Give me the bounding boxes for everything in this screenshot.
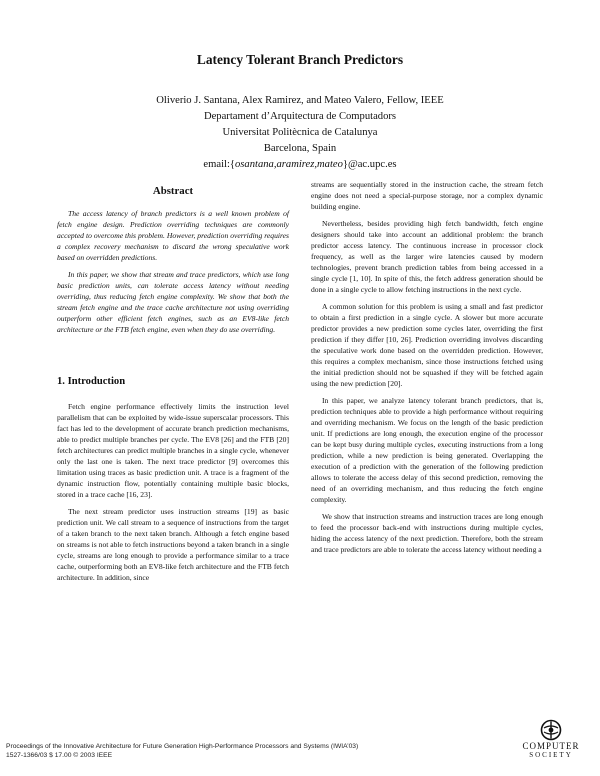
body-paragraph: In this paper, we analyze latency tolerant branch predictors, that is, prediction techniques able to provide a high performance without requiring and overriding mechanism. We focus on the length of the basic prediction unit. If predictions are long enough, the execution engine of the processor can be kept busy during multiple cycles, executing instructions from a long prediction, while a new prediction is being generated. Overlapping the execution of a prediction with the generation of the following prediction allows to tolerate the access delay of this second prediction, removing the need of an overriding mechanism, and thus reducing the fetch engine complexity. — [311, 396, 543, 504]
author-block — [0, 93, 600, 173]
abstract-paragraph: The access latency of branch predictors is a well known problem of fetch engine design. Prediction overriding techniques are commonly accepted to overcome this problem. However, prediction overriding requires a complex recovery mechanism to discard the wrong speculative work based on overridden predictions. — [57, 209, 289, 262]
left-column — [57, 180, 289, 583]
author-names: Oliverio J. Santana, Alex Ramirez, and Mateo Valero, Fellow, IEEE — [156, 95, 444, 106]
ieee-computer-society-logo-icon — [540, 719, 562, 741]
author-city: Barcelona, Spain — [263, 143, 337, 155]
author-university: Universitat Politècnica de Catalunya — [222, 127, 378, 139]
footer-copyright: 1527-1366/03 $ 17.00 © 2003 IEEE — [6, 752, 113, 759]
email-prefix: email:{ — [203, 159, 235, 171]
logo-line-society: SOCIETY — [529, 751, 573, 759]
author-email — [0, 157, 600, 173]
body-paragraph: streams are sequentially stored in the instruction cache, the stream fetch engine does not need a special-purpose storage, nor a complex dynamic building engine. — [311, 180, 543, 211]
body-paragraph: Nevertheless, besides providing high fetch bandwidth, fetch engine designers should take into account an additional problem: the branch predictor access latency. The continuous increase in processor clock frequency, as well as the larger wire latencies caused by modern technologies, prevent branch prediction tables from being accessed in a single cycle [1, 10]. In spite of this, the fetch address generation should be done in a single cycle to allow fetching instructions in the next cycle. — [311, 219, 543, 294]
body-paragraph: A common solution for this problem is using a small and fast predictor to obtain a first prediction in a single cycle. A slower but more accurate predictor provides a new prediction some cycles later, overriding the first prediction if they differ [10, 26]. Prediction overriding involves discarding the speculative work done based on the overridden prediction. However, this requires a complex mechanism, since those instructions fetched using the initial prediction should not be squashed if they will be fetched again using the new prediction [20]. — [311, 302, 543, 388]
paper-title: Latency Tolerant Branch Predictors — [196, 52, 404, 67]
footer-proceedings: Proceedings of the Innovative Architecture for Future Generation High-Performance Processors and Systems (IWIA’03) — [6, 743, 359, 750]
introduction-paragraph: Fetch engine performance effectively limits the instruction level parallelism that can be exploited by wide-issue superscalar processors. This fact has led to the development of accurate branch prediction mechanisms, able to predict multiple branches per cycle. The EV8 [26] and the FTB [20] fetch architectures can predict multiple branches in a single cycle, whenever only the last one is taken. The next trace predictor [9] overcomes this limitation using traces as basic prediction unit. A trace is a fragment of the dynamic instruction flow, potentially containing multiple basic blocks, stored in a trace cache [16, 23]. — [57, 402, 289, 499]
page-footer — [6, 742, 358, 760]
email-names: osantana,aramirez,mateo — [234, 159, 343, 171]
introduction-heading: 1. Introduction — [57, 376, 126, 387]
introduction-paragraph: The next stream predictor uses instruction streams [19] as basic prediction unit. We call stream to a sequence of instructions from the target of a taken branch to the next taken branch. Although a fetch engine based on streams is not able to fetch instructions beyond a taken branch in a single cycle, streams are long enough to provide a performance similar to a trace cache, outperforming both an EV8-like fetch architecture and the FTB fetch architecture. In addition, since — [57, 507, 289, 582]
computer-society-logo — [514, 719, 588, 771]
abstract-heading: Abstract — [152, 185, 194, 197]
body-paragraph: We show that instruction streams and instruction traces are long enough to feed the processor back-end with instructions during multiple cycles, hiding the access latency of the next prediction. Therefore, both the stream and trace predictors are able to tolerate the access latency without needing a — [311, 512, 543, 554]
logo-line-computer: COMPUTER — [522, 741, 580, 751]
author-department: Departament d’Arquitectura de Computadors — [203, 111, 397, 123]
email-suffix: }@ac.upc.es — [342, 159, 397, 171]
right-column — [311, 179, 543, 555]
abstract-paragraph: In this paper, we show that stream and trace predictors, which use long basic prediction units, can tolerate access latency without needing overriding, thus reducing fetch engine complexity. We show that both the stream fetch engine and the trace cache architecture not using overriding outperform other efficient fetch engines, such as an EV8-like fetch architecture or the FTB fetch engine, even when they do use overriding. — [57, 270, 289, 334]
